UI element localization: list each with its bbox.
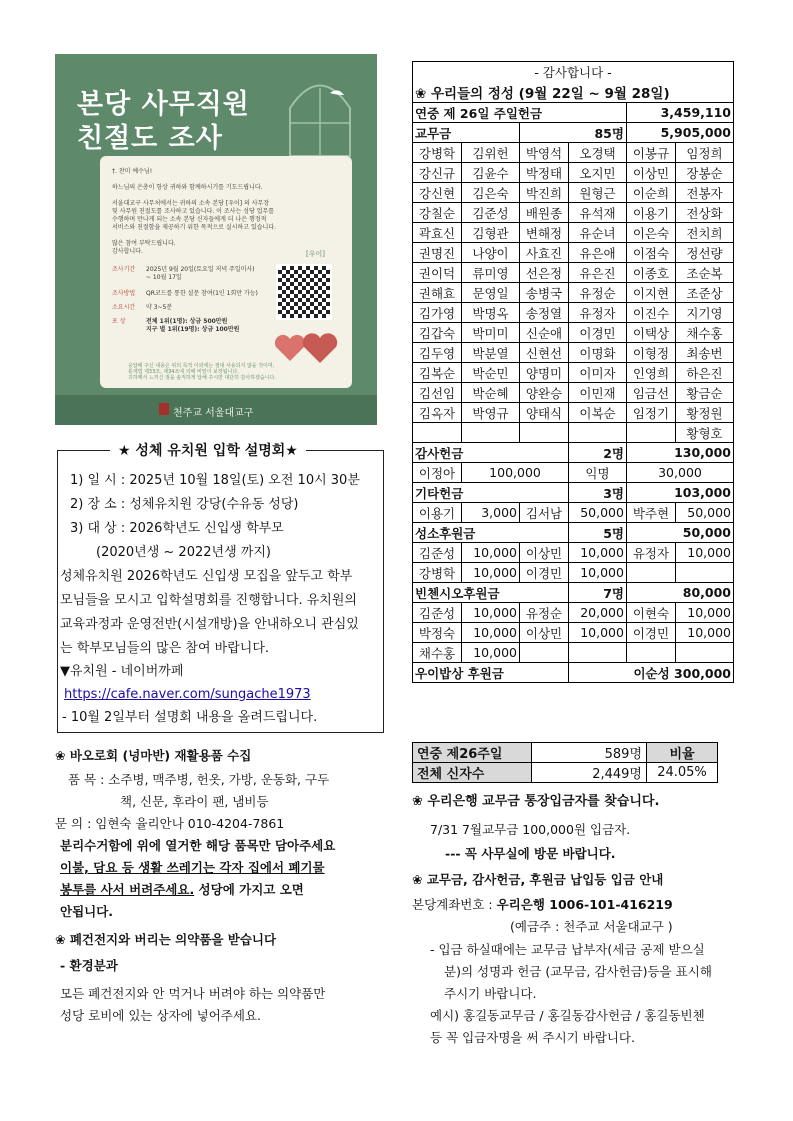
donor-name: 박순민	[462, 363, 520, 383]
recycling-warning-underlined: 봉투를 사서 버려주세요.	[60, 882, 195, 897]
donor-name: 김두영	[413, 343, 462, 363]
info-paragraph: 모님들을 모시고 입학설명회를 진행합니다. 유치원의	[60, 593, 357, 608]
donor-name: 이형정	[626, 343, 675, 363]
donor-name: 양명미	[519, 363, 568, 383]
poster-title-line2: 친절도 조사	[77, 123, 223, 154]
donor-name: 임금선	[626, 383, 675, 403]
donor-name	[569, 423, 627, 443]
bank-deposit-heading: ❀ 우리은행 교무금 통장입금자를 찾습니다.	[412, 794, 660, 809]
donor-name: 박분열	[462, 343, 520, 363]
poster-period-value: 2025년 9월 20일(토요일 저녁 주일미사) ~ 10월 17일	[146, 266, 255, 281]
donor-name: 강병학	[413, 143, 462, 163]
poster-time-value: 약 3~5분	[146, 304, 173, 311]
donor-name: 김옥자	[413, 403, 462, 423]
donor-name	[519, 423, 568, 443]
donor-name: 신현선	[519, 343, 568, 363]
stats-total: 2,449명	[532, 763, 647, 783]
battery-text: 모든 폐건전지와 안 먹거나 버려야 하는 의약품만	[60, 986, 326, 1001]
donor-name: 권해효	[413, 283, 462, 303]
cathedral-window-icon	[270, 68, 370, 158]
account-label: 본당계좌번호 :	[412, 897, 497, 912]
donor-name: 이봉규	[626, 143, 675, 163]
vincent-offering-row	[413, 643, 734, 663]
sunday-offering-amount: 3,459,110	[626, 103, 733, 123]
donor-name: 류미영	[462, 263, 520, 283]
stats-attendance: 589명	[532, 743, 647, 763]
donor-name: 김준성	[462, 203, 520, 223]
thanks-offering-amount: 130,000	[626, 443, 733, 463]
donor-name: 이경민	[626, 623, 675, 643]
qr-code[interactable]	[276, 264, 332, 320]
donor-name: 이명화	[569, 343, 627, 363]
poster-note: 귀하께서 느끼신 점을 솔직하게 답해 주시면 대단히 감사하겠습니다.	[128, 375, 276, 381]
donor-name: 김준성	[413, 543, 462, 563]
donor-name: 나양이	[462, 243, 520, 263]
donor-name: 조준상	[676, 283, 734, 303]
donor-name: 전상화	[676, 203, 734, 223]
donor-name: 유석재	[569, 203, 627, 223]
deposit-note: 분)의 성명과 헌금 (교무금, 감사헌금)등을 표시해	[444, 964, 712, 979]
donor-name: 이경민	[519, 563, 568, 583]
donor-amount: 3,000	[462, 503, 520, 523]
poster-paragraph: 및 사무원 친절도를 조사하고 있습니다. 이 조사는 성당 업무를	[112, 208, 275, 215]
donor-row	[413, 343, 734, 363]
poster-paragraph: 하느님의 은총이 항상 귀하와 함께하시기를 기도드립니다.	[112, 184, 263, 191]
donor-name: 유정순	[519, 603, 568, 623]
thanks-title: - 감사합니다 -	[413, 62, 734, 83]
info-cafe-label: ▼유치원 - 네이버까페	[60, 664, 184, 679]
other-offering-count: 3명	[569, 483, 627, 503]
donor-name: 강칠순	[413, 203, 462, 223]
donor-amount	[569, 643, 627, 663]
poster-method-label: 조사방법	[112, 290, 136, 297]
donor-amount: 10,000	[462, 603, 520, 623]
poster-prize-value: 전체 1위(1명): 상금 500만원	[146, 318, 228, 325]
poster-period-label: 조사기간	[112, 266, 136, 273]
donor-name: 김선임	[413, 383, 462, 403]
donor-name: 박미미	[462, 323, 520, 343]
vincent-offering-count: 7명	[569, 583, 627, 603]
donor-name: 이상민	[519, 543, 568, 563]
battery-text: 성당 로비에 있는 상자에 넣어주세요.	[60, 1008, 261, 1023]
donor-name: 박명옥	[462, 303, 520, 323]
donor-name: 강병학	[413, 563, 462, 583]
poster-time-label: 소요시간	[112, 304, 136, 311]
account-holder: (예금주 : 천주교 서울대교구 )	[510, 919, 673, 934]
sunday-offering-label: 연중 제 26일 주일헌금	[413, 103, 627, 123]
donor-name: 송병국	[519, 283, 568, 303]
donor-name: 이민재	[569, 383, 627, 403]
donor-name: 채수홍	[413, 643, 462, 663]
battery-subheading: - 환경분과	[60, 958, 118, 973]
donor-name: 박순혜	[462, 383, 520, 403]
thanks-subtitle: ❀ 우리들의 정성 (9월 22일 ~ 9월 28일)	[413, 82, 734, 103]
deposit-note: - 입금 하실때에는 교무금 납부자(세금 공제 받으실	[430, 942, 705, 957]
recycling-warning-rest: 성당에 가지고 오면	[194, 882, 304, 897]
donor-name: 김형관	[462, 223, 520, 243]
donor-name: 유정순	[569, 283, 627, 303]
donor-name: 권이덕	[413, 263, 462, 283]
donor-amount: 10,000	[462, 543, 520, 563]
info-place: 2) 장 소 : 성체유치원 강당(수유동 성당)	[70, 497, 299, 512]
recycling-heading: ❀ 바오로회 (넝마반) 재활용품 수집	[55, 748, 252, 763]
donor-row	[413, 423, 734, 443]
hearts-icon	[270, 331, 350, 366]
donor-name: 권명진	[413, 243, 462, 263]
donor-row	[413, 203, 734, 223]
donor-name: 신순애	[519, 323, 568, 343]
bank-deposit-request: --- 꼭 사무실에 방문 바랍니다.	[445, 846, 616, 861]
cafe-link[interactable]: https://cafe.naver.com/sungache1973	[64, 687, 311, 702]
donor-name: 문영일	[462, 283, 520, 303]
donor-name: 이경민	[569, 323, 627, 343]
donor-name: 황금순	[676, 383, 734, 403]
donor-amount: 10,000	[676, 623, 734, 643]
donor-amount: 10,000	[569, 623, 627, 643]
donor-name: 유은진	[569, 263, 627, 283]
donor-row	[413, 263, 734, 283]
vocation-offering-row	[413, 563, 734, 583]
donor-row	[413, 243, 734, 263]
poster-paragraph: 수행하며 만나게 되는 소속 본당 신자들에게 더 나은 행정적	[112, 216, 267, 223]
donor-name: 김은숙	[462, 183, 520, 203]
vocation-offering-label: 성소후원금	[413, 523, 569, 543]
donor-name: 박영석	[519, 143, 568, 163]
info-target-range: (2020년생 ~ 2022년생 까지)	[96, 545, 271, 560]
donor-name	[626, 423, 675, 443]
poster-footer	[55, 395, 377, 425]
donor-name: 임정기	[626, 403, 675, 423]
donor-row	[413, 363, 734, 383]
donor-name: 전치희	[676, 223, 734, 243]
recycling-items: 품 목 : 소주병, 맥주병, 헌옷, 가방, 운동화, 구두	[68, 772, 330, 787]
vincent-offering-amount: 80,000	[626, 583, 733, 603]
donor-amount: 10,000	[676, 603, 734, 623]
vincent-offering-row	[413, 623, 734, 643]
donor-amount: 10,000	[676, 543, 734, 563]
info-box-title: ★ 성체 유치원 입학 설명회★	[110, 440, 306, 460]
donor-name: 채수홍	[676, 323, 734, 343]
recycling-warning: 분리수거함에 위에 열거한 해당 품목만 담아주세요	[60, 838, 336, 853]
donor-name: 박정태	[519, 163, 568, 183]
stats-ratio: 24.05%	[647, 763, 718, 783]
donor-name: 이종호	[626, 263, 675, 283]
donor-row	[413, 383, 734, 403]
stats-label: 전체 신자수	[413, 763, 532, 783]
donor-name: 원형근	[569, 183, 627, 203]
vocation-offering-amount: 50,000	[626, 523, 733, 543]
other-offering-header	[413, 483, 734, 503]
donor-name: 양완승	[519, 383, 568, 403]
deposit-note: 주시기 바랍니다.	[444, 986, 537, 1001]
donor-name: 장봉순	[676, 163, 734, 183]
vincent-offering-row	[413, 603, 734, 623]
church-due-count: 85명	[519, 123, 626, 143]
donor-name: 박진희	[519, 183, 568, 203]
donor-name: 유정자	[626, 543, 675, 563]
donor-name: 이택상	[626, 323, 675, 343]
poster-parish: [우이]	[306, 250, 325, 258]
donor-row	[413, 283, 734, 303]
donor-amount: 30,000	[626, 463, 733, 483]
recycling-warning: 이불, 담요 등 생활 쓰레기는 각자 집에서 폐기물	[60, 860, 325, 875]
donor-name: 유정자	[569, 303, 627, 323]
stats-label: 연중 제26주일	[413, 743, 532, 763]
donor-name: 인영희	[626, 363, 675, 383]
donor-amount	[676, 563, 734, 583]
account-line	[412, 895, 673, 915]
uibapsang-row	[413, 663, 734, 683]
donor-name: 조순복	[676, 263, 734, 283]
donor-amount: 10,000	[462, 643, 520, 663]
account-number: 우리은행 1006-101-416219	[496, 897, 673, 912]
donor-row	[413, 143, 734, 163]
bank-deposit-line: 7/31 7월교무금 100,000원 입금자.	[430, 822, 631, 837]
donor-name: 이용기	[413, 503, 462, 523]
deposit-example: 예시) 홍길동교무금 / 홍길동감사헌금 / 홍길동빈첸	[430, 1008, 705, 1023]
donor-name: 김가영	[413, 303, 462, 323]
donor-name: 이은숙	[626, 223, 675, 243]
donor-name: 송정열	[519, 303, 568, 323]
donor-name: 김갑숙	[413, 323, 462, 343]
donor-name: 정선량	[676, 243, 734, 263]
info-date: 1) 일 시 : 2025년 10월 18일(토) 오전 10시 30분	[70, 473, 360, 488]
info-paragraph: 교육과정과 운영전반(시설개방)을 안내하오니 관심있	[60, 617, 359, 632]
donor-amount: 10,000	[462, 563, 520, 583]
donor-name: 임정희	[676, 143, 734, 163]
donor-amount: 100,000	[462, 463, 569, 483]
donor-amount: 10,000	[569, 563, 627, 583]
vincent-offering-label: 빈첸시오후원금	[413, 583, 569, 603]
donor-name: 이진수	[626, 303, 675, 323]
thanks-offering-label: 감사헌금	[413, 443, 569, 463]
recycling-contact: 문 의 : 임현숙 율리안나 010-4204-7861	[55, 816, 285, 831]
info-paragraph: 성체유치원 2026학년도 신입생 모집을 앞두고 학부	[60, 569, 353, 584]
donor-name: 변해정	[519, 223, 568, 243]
recycling-warning: 안됩니다.	[60, 904, 114, 919]
donor-name	[413, 423, 462, 443]
donor-name: 선은정	[519, 263, 568, 283]
poster-method-value: QR코드를 통한 설문 참여(1인 1회만 가능)	[146, 290, 258, 297]
donor-name	[462, 423, 520, 443]
recycling-items: 책, 신문, 후라이 팬, 냄비등	[120, 794, 269, 809]
donor-name	[626, 643, 675, 663]
donor-name: 익명	[569, 463, 627, 483]
donor-name: 박영규	[462, 403, 520, 423]
donor-name: 이상민	[519, 623, 568, 643]
thanks-offering-row	[413, 463, 734, 483]
info-notice: - 10월 2일부터 설명회 내용을 올려드립니다.	[62, 710, 318, 725]
donor-name: 강신현	[413, 183, 462, 203]
donor-name: 김준성	[413, 603, 462, 623]
poster-paragraph: 서비스와 친절함을 제공하기 위한 목적으로 실시하고 있습니다.	[112, 224, 277, 231]
deposit-example: 등 꼭 입금자명을 써 주시기 바랍니다.	[430, 1030, 635, 1045]
donor-row	[413, 183, 734, 203]
survey-poster	[55, 54, 377, 425]
poster-greeting: †. 찬미 예수님!	[112, 168, 153, 175]
donor-name: 이지현	[626, 283, 675, 303]
donor-name: 박정숙	[413, 623, 462, 643]
vocation-offering-count: 5명	[569, 523, 627, 543]
other-offering-label: 기타헌금	[413, 483, 569, 503]
donor-name: 양태식	[519, 403, 568, 423]
donor-amount: 10,000	[569, 543, 627, 563]
donor-name: 유순녀	[569, 223, 627, 243]
donor-amount	[676, 643, 734, 663]
archdiocese-logo-icon	[159, 403, 169, 415]
donor-name: 전봉자	[676, 183, 734, 203]
church-due-amount: 5,905,000	[626, 123, 733, 143]
donor-name: 곽효신	[413, 223, 462, 243]
donor-name: 이용기	[626, 203, 675, 223]
donor-name	[626, 563, 675, 583]
poster-note: 통계법 제33조, 제34조에 의해 비밀이 보장됩니다.	[128, 369, 239, 375]
donor-row	[413, 323, 734, 343]
donor-name: 김서남	[519, 503, 568, 523]
vincent-offering-header	[413, 583, 734, 603]
uibapsang-label: 우이밥상 후원금	[413, 663, 569, 683]
thanks-offering-header	[413, 443, 734, 463]
thanks-offering-count: 2명	[569, 443, 627, 463]
attendance-stats	[412, 742, 718, 783]
poster-card	[100, 156, 352, 388]
poster-footer-text: 천주교 서울대교구	[173, 408, 254, 419]
donor-name: 이복순	[569, 403, 627, 423]
poster-prize-label: 포 상	[112, 318, 126, 325]
info-paragraph: 는 학부모님들의 많은 참여 바랍니다.	[60, 641, 270, 656]
vocation-offering-header	[413, 523, 734, 543]
donor-row	[413, 223, 734, 243]
battery-heading: ❀ 폐건전지와 버리는 의약품을 받습니다	[55, 932, 277, 947]
donor-name: 이현숙	[626, 603, 675, 623]
donor-name: 이정아	[413, 463, 462, 483]
donor-name: 오지민	[569, 163, 627, 183]
donor-name: 이점숙	[626, 243, 675, 263]
donor-name: 김위헌	[462, 143, 520, 163]
donations-table	[412, 61, 734, 683]
donor-name: 김윤수	[462, 163, 520, 183]
donor-name: 황정원	[676, 403, 734, 423]
donor-name: 유은애	[569, 243, 627, 263]
donor-name: 최송번	[676, 343, 734, 363]
donor-row	[413, 403, 734, 423]
donor-name: 지기영	[676, 303, 734, 323]
donor-name: 강신규	[413, 163, 462, 183]
church-due-label: 교무금	[413, 123, 520, 143]
donor-amount: 50,000	[569, 503, 627, 523]
poster-paragraph: 서울대교구 사무처에서는 귀하의 소속 본당 [우이] 의 사무장	[112, 200, 270, 207]
donor-name	[519, 643, 568, 663]
poster-paragraph: 감사합니다.	[112, 248, 143, 255]
donor-name: 박주현	[626, 503, 675, 523]
donor-name: 이순희	[626, 183, 675, 203]
donor-amount: 10,000	[462, 623, 520, 643]
info-target: 3) 대 상 : 2026학년도 신입생 학부모	[70, 521, 284, 536]
donor-name: 이상민	[626, 163, 675, 183]
poster-paragraph: 많은 참여 부탁드립니다.	[112, 240, 176, 247]
donor-amount: 20,000	[569, 603, 627, 623]
poster-note: 응답해 주신 내용은 위의 목적 이외에는 절대 사용되지 않을 것이며,	[128, 363, 275, 369]
recycling-warning	[60, 880, 304, 900]
donor-name: 오경택	[569, 143, 627, 163]
donor-name: 김복순	[413, 363, 462, 383]
donor-name: 하은진	[676, 363, 734, 383]
donor-name: 황형호	[676, 423, 734, 443]
vocation-offering-row	[413, 543, 734, 563]
donor-name: 사효진	[519, 243, 568, 263]
poster-title-line1: 본당 사무직원	[77, 89, 250, 120]
donor-name: 이미자	[569, 363, 627, 383]
uibapsang-value: 이순성 300,000	[569, 663, 734, 683]
deposit-guide-heading: ❀ 교무금, 감사헌금, 후원금 납입등 입금 안내	[412, 872, 664, 887]
poster-prize-value: 지구 별 1위(19명): 상금 100만원	[146, 326, 240, 333]
donor-name: 배원종	[519, 203, 568, 223]
donor-row	[413, 303, 734, 323]
other-offering-row	[413, 503, 734, 523]
donor-amount: 50,000	[676, 503, 734, 523]
other-offering-amount: 103,000	[626, 483, 733, 503]
donor-row	[413, 163, 734, 183]
stats-ratio-label: 비율	[647, 743, 718, 763]
